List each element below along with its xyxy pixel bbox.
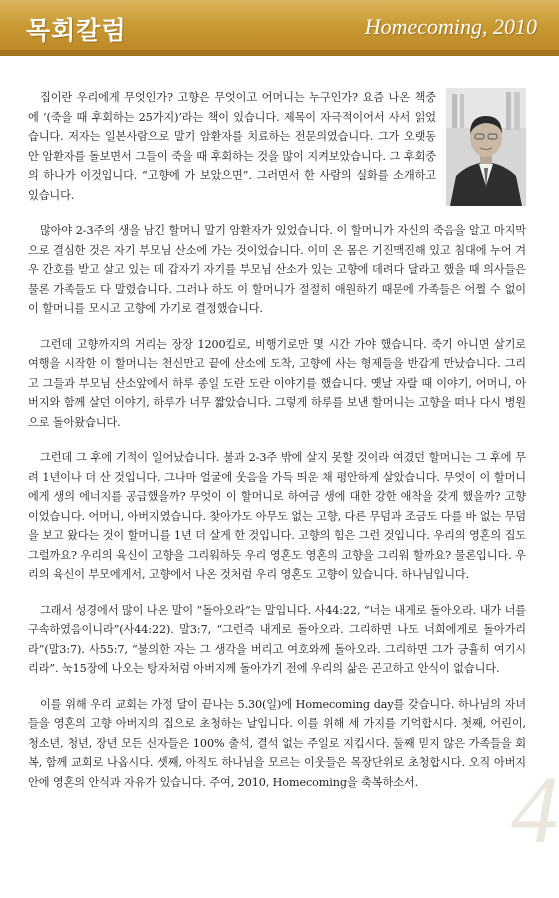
article-paragraph-3: 그런데 고향까지의 거리는 장장 1200킬로, 비행기로만 몇 시간 가야 했습니다. 죽기 아니면 살기로 여행을 시작한 이 할머니는 천신만고 끝에 산소에 도착, 고향에 사는 형제들을 반갑게 만났습니다. 그리고 그들과 부모님 산소앞에서 하루 종일 도란 도란 이야기를 했습니다. 옛날 자랄 때 이야기, 어머니, 아버지와 함께 살던 이야기, 하루가 너무 짧았습니다. 그렇게 하루를 보낸 할머니는 고향을 떠나 다시 병원으로 돌아왔습니다.: [28, 337, 526, 429]
column-subtitle: Homecoming, 2010: [364, 14, 537, 39]
author-portrait-image: [446, 88, 526, 206]
article-body: [28, 88, 526, 808]
page-number: 4: [511, 756, 559, 863]
article-paragraph-1: 집이란 우리에게 무엇인가? 고향은 무엇이고 어머니는 누구인가? 요즘 나온 책중에 ‘(죽을 때 후회하는 25가지)’라는 책이 있습니다. 제목이 자극적이어서 사서 읽었습니다. 저자는 일본사람으로 말기 암환자를 치료하는 전문의였습니다. 그가 오랫동안 암환자를 돌보면서 그들이 죽을 때 후회하는 것을 많이 지켜보았습니다. 그 후회중의 하나가 이것입니다. “고향에 가 보았으면”. 그러면서 한 사람의 실화를 소개하고 있습니다.: [28, 91, 436, 202]
column-header: [0, 0, 559, 56]
article-paragraph-4: 그런데 그 후에 기적이 일어났습니다. 불과 2-3주 밖에 살지 못할 것이라 여겼던 할머니는 그 후에 무려 1년이나 더 산 것입니다. 그나마 얼굴에 웃음을 가득 띄운 채 평안하게 살았습니다. 무엇이 이 할머니에게 생의 에너지를 공급했을까? 무엇이 이 할머니로 하여금 생에 대한 강한 애착을 갖게 했을까? 고향이었습니다. 어머니, 아버지였습니다. 찾아가도 아무도 없는 고향, 다른 무덤과 조금도 다를 바 없는 무덤을 보고 왔다는 것이 할머니를 1년 더 살게 한 것입니다. 고향의 힘은 그런 것입니다. 우리의 영혼의 집도 그럴까요? 우리의 육신이 고향을 그리워하듯 우리 영혼도 영혼의 고향을 그리워 할까요? 물론입니다. 우리의 육신이 부모에게서, 고향에서 나온 것처럼 우리 영혼도 고향이 있습니다. 하나님입니다.: [28, 451, 526, 581]
article-paragraph-6: 이를 위해 우리 교회는 가정 달이 끝나는 5.30(일)에 Homecoming day를 갖습니다. 하나님의 자녀들을 영혼의 고향 아버지의 집으로 초청하는 날입니다. 이를 위해 세 가지를 기억합시다. 첫째, 어린이, 청소년, 청년, 장년 모든 신자들은 100% 출석, 결석 없는 주일로 지킵시다. 둘째 믿지 않은 가족들을 회복, 함께 교회로 나옵시다. 셋째, 아직도 하나님을 모르는 이웃들은 목장단위로 초청합시다. 오직 아버지 안에 영혼의 안식과 자유가 있습니다. 주여, 2010, Homecoming을 축복하소서.: [28, 697, 526, 789]
article-paragraph-5: 그래서 성경에서 많이 나온 말이 “돌아오라”는 말입니다. 사44:22, “너는 내게로 돌아오라. 내가 너를 구속하였음이니라”(사44:22). 말3:7, “그런즉 내게로 돌아오라. 그리하면 나도 너희에게로 돌아가리라”(말3:7). 사55:7, “불의한 자는 그 생각을 버리고 여호와께 돌아오라. 그리하면 그가 긍휼히 여기시리라”. 눅15장에 나오는 탕자처럼 아버지께 돌아가기 전에 우리의 삶은 곤고하고 안식이 없습니다.: [28, 603, 526, 675]
column-title: 목회칼럼: [26, 16, 127, 45]
author-photo: [446, 88, 526, 206]
article-paragraph-2: 많아야 2-3주의 생을 남긴 할머니 말기 암환자가 있었습니다. 이 할머니가 자신의 죽음을 알고 마지막으로 결심한 것은 자기 부모님 산소에 가는 것이었습니다. 이미 온 몸은 기진맥진해 있고 침대에 누어 겨우 간호를 받고 살고 있는 데 갑자기 자기를 부모님 산소가 있는 고향에 데려다 달라고 했을 때 의사들은 물론 가족들도 다 말렸습니다. 그러나 하도 이 할머니가 절절히 애원하기 때문에 가족들은 어쩔 수 없이 이 할머니를 모시고 고향에 가기로 결정했습니다.: [28, 224, 526, 315]
header-stripe: [0, 50, 559, 56]
